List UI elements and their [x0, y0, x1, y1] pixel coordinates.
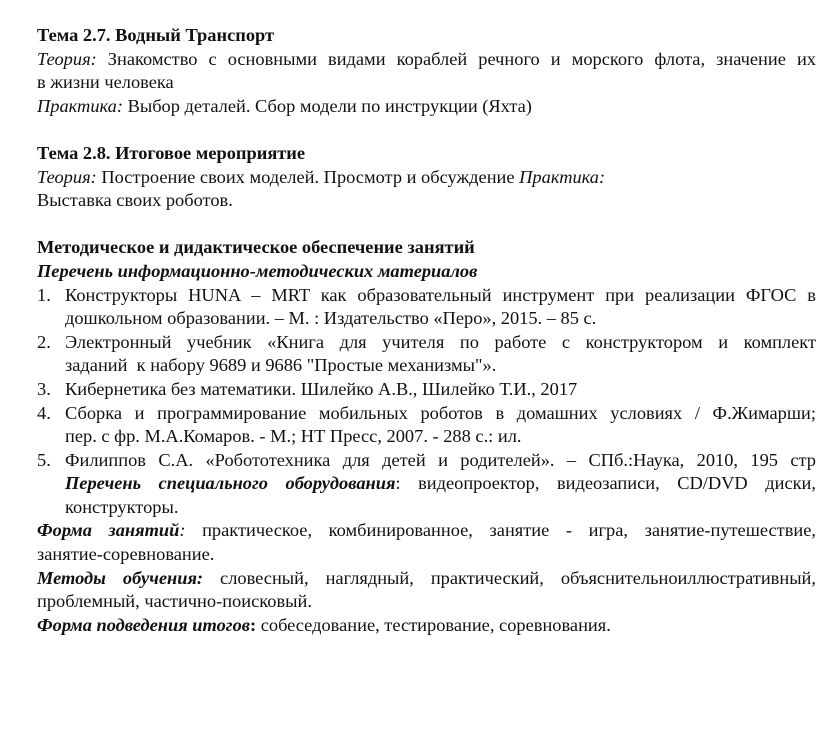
list-item — [37, 402, 816, 449]
list-item-number: 2. — [37, 331, 51, 352]
list-item-line: Конструкторы HUNA – MRT как образовательный инструмент при реализации ФГОС в — [65, 284, 816, 305]
forms-line — [37, 519, 816, 543]
methods-line — [37, 567, 816, 591]
list-item-number: 3. — [37, 378, 51, 399]
topic-2-7-title: Тема 2.7. Водный Транспорт — [37, 25, 275, 45]
results-text: собеседование, тестирование, соревнования. — [256, 614, 611, 635]
list-item-line: Филиппов С.А. «Робототехника для детей и родителей». – СПб.:Наука, 2010, 195 стр — [65, 449, 816, 470]
support-heading: Методическое и дидактическое обеспечение занятий — [37, 237, 475, 258]
forms-line-cont: занятие-соревнование. — [37, 544, 215, 565]
list-item-line: пер. с фр. М.А.Комаров. - М.; НТ Пресс, 2007. - 288 с.: ил. — [65, 426, 522, 447]
theory-label: Теория: — [37, 48, 97, 69]
list-item — [37, 449, 816, 520]
list-item-number: 5. — [37, 449, 51, 470]
methods-label: Методы обучения: — [37, 567, 204, 588]
practice-text: Выбор деталей. Сбор модели по инструкции (Яхта) — [122, 95, 532, 116]
topic-2-7-theory-cont: в жизни человека — [37, 72, 174, 93]
practice-label: Практика: — [37, 95, 123, 116]
methods-text: словесный, наглядный, практический, объяснительноиллюстративный, — [203, 567, 816, 588]
results-colon: : — [249, 614, 257, 635]
practice-label: Практика: — [519, 166, 606, 187]
results-label: Форма подведения итогов — [37, 614, 250, 635]
list-item-line: Электронный учебник «Книга для учителя по работе с конструктором и комплект — [65, 331, 816, 352]
topic-2-7-theory — [37, 48, 816, 72]
theory-text: Построение своих моделей. Просмотр и обсуждение — [96, 166, 520, 187]
list-item — [37, 331, 816, 378]
list-item-number: 4. — [37, 402, 51, 423]
list-item-line: заданий к набору 9689 и 9686 "Простые механизмы"». — [65, 355, 497, 376]
methods-line-cont: проблемный, частично-поисковый. — [37, 591, 312, 612]
topic-2-8-title: Тема 2.8. Итоговое мероприятие — [37, 142, 306, 163]
list-item-number: 1. — [37, 284, 51, 305]
equipment-line-cont: конструкторы. — [65, 496, 179, 517]
materials-list — [37, 284, 816, 520]
list-item-line: Кибернетика без математики. Шилейко А.В., Шилейко Т.И., 2017 — [65, 378, 578, 399]
forms-text: практическое, комбинированное, занятие - игра, занятие-путешествие, — [185, 520, 816, 541]
topic-2-8-theory — [37, 166, 816, 190]
topic-2-8-practice: Выставка своих роботов. — [37, 190, 233, 211]
results-line — [37, 614, 816, 638]
theory-text: Знакомство с основными видами кораблей речного и морского флота, значение их — [96, 48, 816, 69]
forms-colon: : — [179, 520, 186, 541]
materials-list-heading: Перечень информационно-методических материалов — [37, 260, 478, 281]
list-item — [37, 284, 816, 331]
list-item-line: Сборка и программирование мобильных роботов в домашних условиях / Ф.Жимарши; — [65, 402, 816, 423]
topic-2-7-practice — [37, 95, 816, 119]
equipment-text: : видеопроектор, видеозаписи, CD/DVD диски, — [395, 473, 816, 494]
list-item-line: дошкольном образовании. – М. : Издательство «Перо», 2015. – 85 с. — [65, 308, 597, 329]
equipment-line — [65, 472, 816, 496]
forms-label: Форма занятий — [37, 520, 180, 541]
list-item — [37, 378, 816, 402]
theory-label: Теория: — [37, 166, 97, 187]
equipment-label: Перечень специального оборудования — [65, 473, 396, 494]
